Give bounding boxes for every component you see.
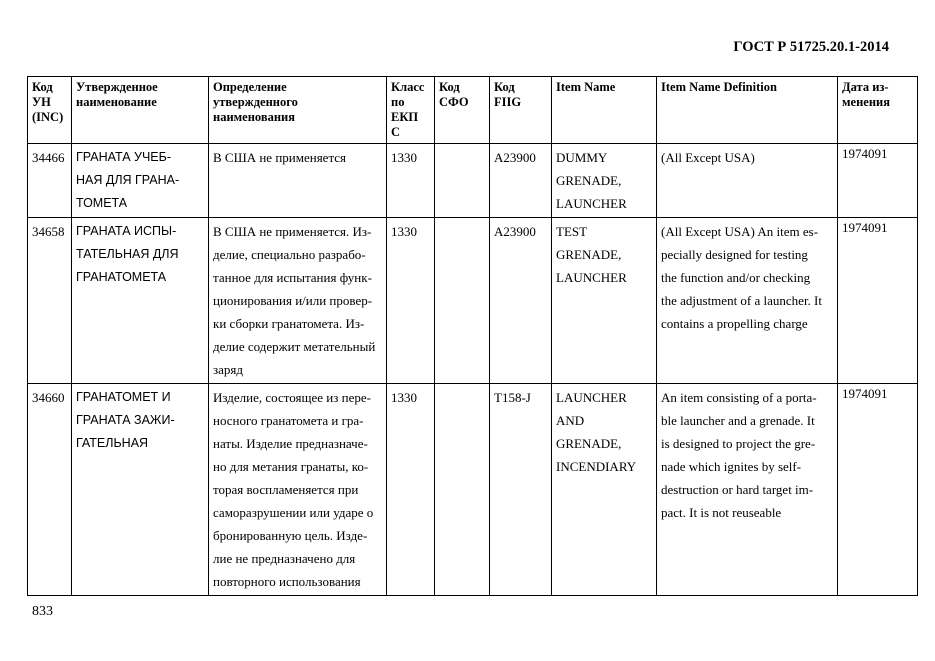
col-header-item-name (552, 77, 657, 144)
cell-text-line: (All Except USA) An item es- (661, 224, 819, 239)
cell-text-line: An item consisting of a porta- (661, 390, 817, 405)
cell-text-line: pecially designed for testing (661, 247, 808, 262)
cell-text-line: Item Name (556, 80, 616, 94)
cell-approved-name (72, 384, 209, 596)
cell-definition (209, 144, 387, 218)
cell-text-line: наты. Изделие предназначе- (213, 436, 368, 451)
cell-text-line: Утвержденное (76, 80, 158, 94)
cell-text-line: ционирования и/или провер- (213, 293, 373, 308)
cell-approved-name (72, 218, 209, 384)
cell-class: 1330 (387, 144, 435, 218)
cell-text-line: pact. It is not reuseable (661, 505, 782, 520)
col-header-sfo (435, 77, 490, 144)
cell-text-line: Код (439, 80, 460, 94)
cell-text-line: Класс (391, 80, 425, 94)
cell-text-line: СФО (439, 95, 469, 109)
cell-text-line: заряд (213, 362, 243, 377)
cell-text-line: TEST (556, 224, 588, 239)
cell-fiig: T158-J (490, 384, 552, 596)
cell-definition (209, 384, 387, 596)
cell-text-line: В США не применяется (213, 150, 347, 165)
document-code: ГОСТ Р 51725.20.1-2014 (733, 39, 889, 55)
cell-item-name-definition (657, 218, 838, 384)
cell-text-line: ГРАНАТОМЕТ И (76, 390, 171, 404)
cell-inc: 34658 (28, 218, 72, 384)
cell-text-line: GRENADE, (556, 173, 622, 188)
nomenclature-table (27, 76, 918, 596)
cell-text-line: УН (32, 95, 51, 109)
cell-text-line: ble launcher and a grenade. It (661, 413, 815, 428)
cell-text-line: наименования (213, 110, 296, 124)
cell-text-line: делие, специально разрабо- (213, 247, 366, 262)
cell-change-date: 1974091 (838, 144, 918, 218)
cell-text-line: бронированную цель. Изде- (213, 528, 368, 543)
cell-text-line: GRENADE, (556, 436, 622, 451)
cell-item-name (552, 384, 657, 596)
cell-text-line: LAUNCHER (556, 270, 627, 285)
cell-class: 1330 (387, 384, 435, 596)
cell-text-line: наименование (76, 95, 157, 109)
cell-inc: 34466 (28, 144, 72, 218)
cell-text-line: (INC) (32, 110, 64, 124)
cell-item-name-definition (657, 384, 838, 596)
cell-text-line: ГРАНАТА ИСПЫ- (76, 224, 177, 238)
cell-text-line: носного гранатомета и гра- (213, 413, 364, 428)
cell-change-date: 1974091 (838, 384, 918, 596)
cell-text-line: (All Except USA) (661, 150, 755, 165)
cell-text-line: НАЯ ДЛЯ ГРАНА- (76, 173, 180, 187)
cell-text-line: ГРАНАТОМЕТА (76, 270, 167, 284)
cell-text-line: GRENADE, (556, 247, 622, 262)
table-header-row (28, 77, 918, 144)
cell-text-line: LAUNCHER (556, 390, 627, 405)
cell-text-line: ГРАНАТА УЧЕБ- (76, 150, 172, 164)
cell-text-line: ГРАНАТА ЗАЖИ- (76, 413, 175, 427)
table-row (28, 144, 918, 218)
cell-text-line: nade which ignites by self- (661, 459, 802, 474)
cell-text-line: утвержденного (213, 95, 298, 109)
cell-text-line: ТАТЕЛЬНАЯ ДЛЯ (76, 247, 179, 261)
cell-text-line: the function and/or checking (661, 270, 811, 285)
cell-change-date: 1974091 (838, 218, 918, 384)
table-row (28, 384, 918, 596)
cell-text-line: destruction or hard target im- (661, 482, 814, 497)
cell-text-line: саморазрушении или ударе о (213, 505, 374, 520)
col-header-change-date (838, 77, 918, 144)
cell-text-line: LAUNCHER (556, 196, 627, 211)
cell-text-line: В США не применяется. Из- (213, 224, 372, 239)
cell-text-line: Изделие, состоящее из пере- (213, 390, 371, 405)
page-number: 833 (32, 604, 53, 619)
table-row (28, 218, 918, 384)
cell-approved-name (72, 144, 209, 218)
cell-definition (209, 218, 387, 384)
cell-text-line: Код (494, 80, 515, 94)
cell-text-line: танное для испытания функ- (213, 270, 372, 285)
cell-item-name (552, 218, 657, 384)
cell-text-line: Определение (213, 80, 287, 94)
cell-text-line: Код (32, 80, 53, 94)
col-header-item-name-definition (657, 77, 838, 144)
col-header-inc (28, 77, 72, 144)
cell-text-line: the adjustment of a launcher. It (661, 293, 823, 308)
cell-sfo (435, 384, 490, 596)
cell-fiig: A23900 (490, 218, 552, 384)
col-header-definition (209, 77, 387, 144)
cell-text-line: DUMMY (556, 150, 608, 165)
cell-text-line: AND (556, 413, 585, 428)
cell-item-name-definition (657, 144, 838, 218)
cell-fiig: A23900 (490, 144, 552, 218)
cell-sfo (435, 144, 490, 218)
cell-class: 1330 (387, 218, 435, 384)
cell-text-line: торая воспламеняется при (213, 482, 359, 497)
cell-text-line: ГАТЕЛЬНАЯ (76, 436, 149, 450)
col-header-approved-name (72, 77, 209, 144)
cell-text-line: С (391, 125, 401, 139)
cell-text-line: повторного использования (213, 574, 361, 589)
cell-text-line: Item Name Definition (661, 80, 777, 94)
cell-text-line: FIIG (494, 95, 522, 109)
cell-text-line: но для метания гранаты, ко- (213, 459, 369, 474)
cell-text-line: INCENDIARY (556, 459, 637, 474)
cell-text-line: ТОМЕТА (76, 196, 128, 210)
cell-text-line: is designed to project the gre- (661, 436, 816, 451)
cell-text-line: contains a propelling charge (661, 316, 808, 331)
cell-item-name (552, 144, 657, 218)
cell-sfo (435, 218, 490, 384)
col-header-class (387, 77, 435, 144)
cell-text-line: менения (842, 95, 890, 109)
cell-inc: 34660 (28, 384, 72, 596)
cell-text-line: делие содержит метательный (213, 339, 376, 354)
cell-text-line: ЕКП (391, 110, 419, 124)
cell-text-line: лие не предназначено для (213, 551, 356, 566)
cell-text-line: ки сборки гранатомета. Из- (213, 316, 365, 331)
cell-text-line: по (391, 95, 405, 109)
col-header-fiig (490, 77, 552, 144)
cell-text-line: Дата из- (842, 80, 889, 94)
